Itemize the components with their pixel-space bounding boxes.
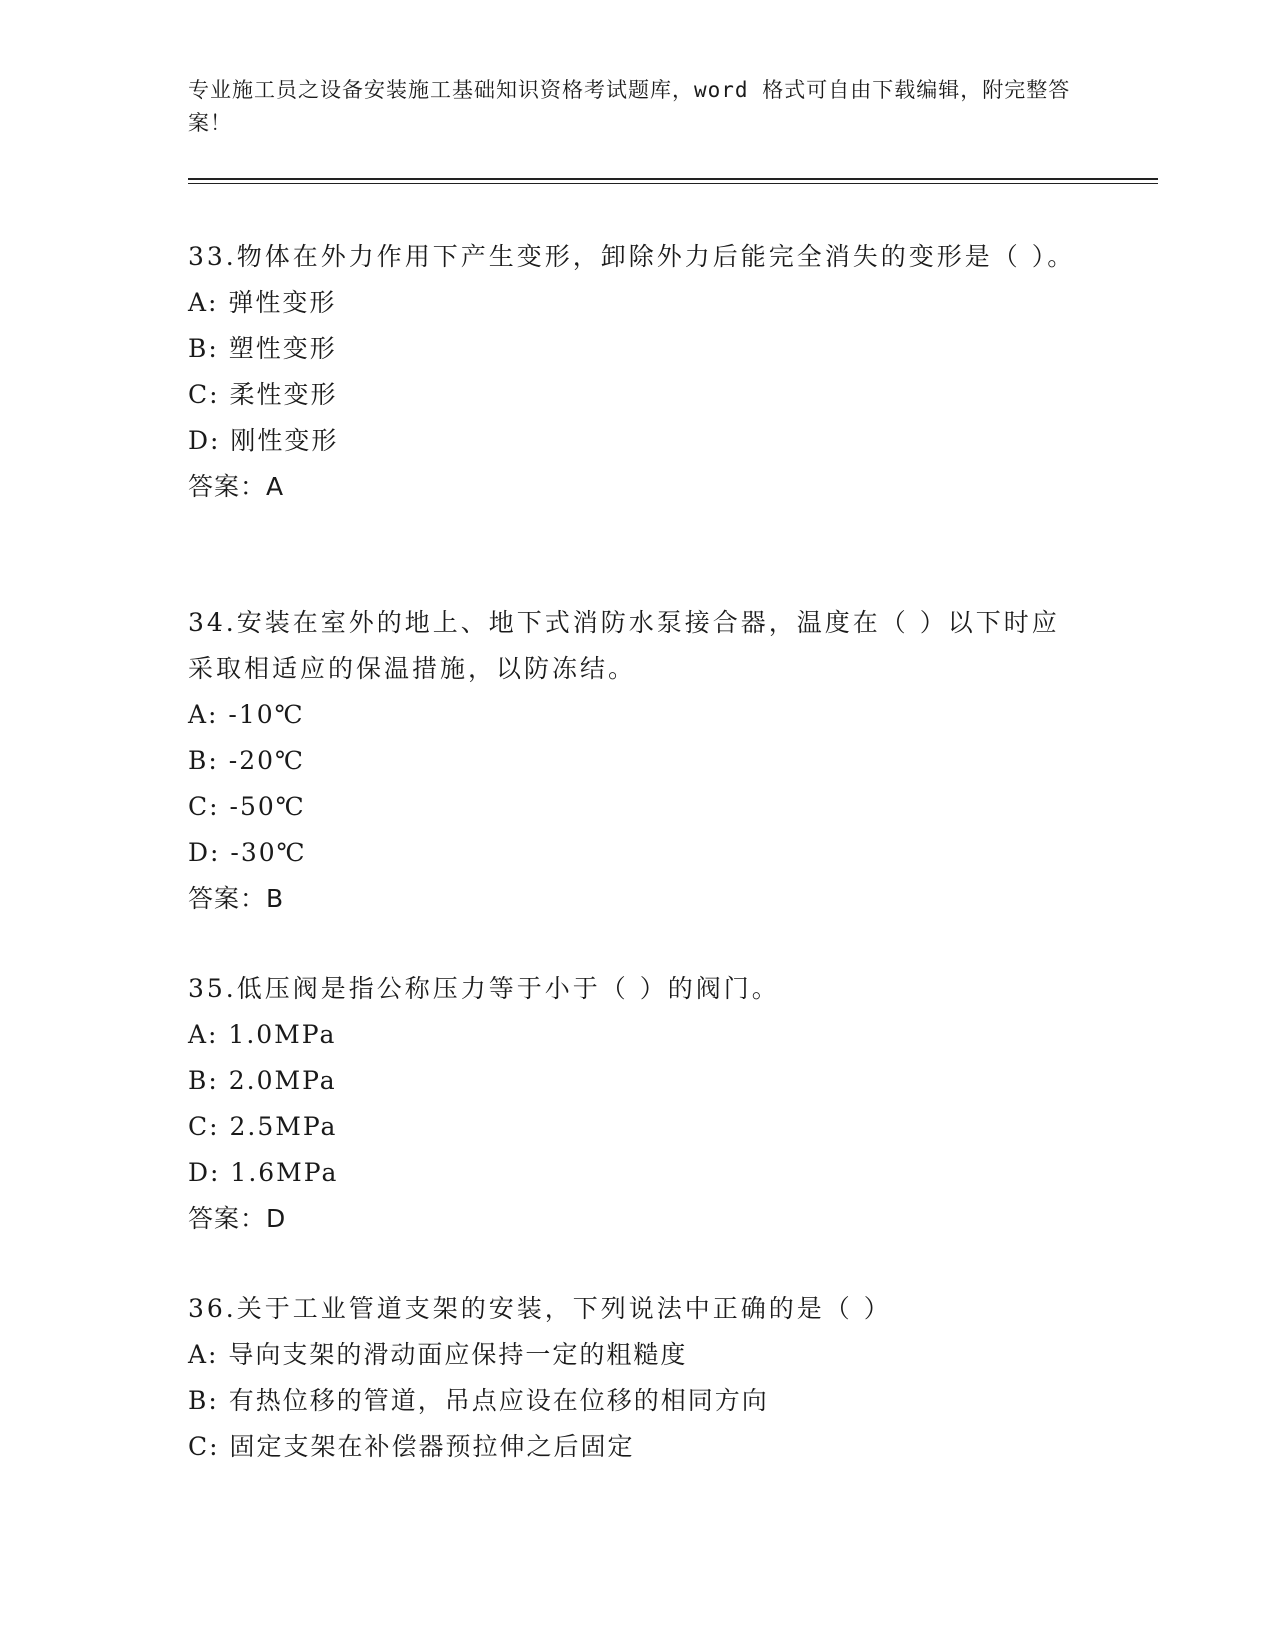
option-b: B: 塑性变形 <box>188 334 337 363</box>
question-stem: 35.低压阀是指公称压力等于小于（ ）的阀门。 <box>188 974 780 1003</box>
question-36 <box>188 1286 1078 1470</box>
answer: 答案：B <box>188 884 285 913</box>
document-header: 专业施工员之设备安装施工基础知识资格考试题库，word 格式可自由下载编辑，附完整答案！ <box>188 78 1071 135</box>
option-c: C: 柔性变形 <box>188 380 338 409</box>
question-stem: 36.关于工业管道支架的安装，下列说法中正确的是（ ） <box>188 1294 892 1323</box>
option-c: C: -50℃ <box>188 792 306 821</box>
question-stem: 33.物体在外力作用下产生变形，卸除外力后能完全消失的变形是（ ）。 <box>188 242 1076 271</box>
option-d: D: -30℃ <box>188 838 307 867</box>
question-35 <box>188 966 1078 1242</box>
answer: 答案：A <box>188 472 285 501</box>
option-b: B: -20℃ <box>188 746 305 775</box>
option-d: D: 刚性变形 <box>188 426 339 455</box>
question-33 <box>188 234 1078 510</box>
option-b: B: 2.0MPa <box>188 1066 337 1095</box>
option-a: A: 1.0MPa <box>188 1020 337 1049</box>
question-stem: 34.安装在室外的地上、地下式消防水泵接合器，温度在（ ）以下时应采取相适应的保温措施，以防冻结。 <box>188 608 1060 683</box>
answer: 答案：D <box>188 1204 287 1233</box>
option-d: D: 1.6MPa <box>188 1158 339 1187</box>
option-c: C: 固定支架在补偿器预拉伸之后固定 <box>188 1432 635 1461</box>
option-a: A: 导向支架的滑动面应保持一定的粗糙度 <box>188 1340 688 1369</box>
question-34 <box>188 600 1078 922</box>
option-c: C: 2.5MPa <box>188 1112 338 1141</box>
option-a: A: 弹性变形 <box>188 288 337 317</box>
header-divider <box>188 178 1158 184</box>
option-a: A: -10℃ <box>188 700 305 729</box>
option-b: B: 有热位移的管道，吊点应设在位移的相同方向 <box>188 1386 769 1415</box>
